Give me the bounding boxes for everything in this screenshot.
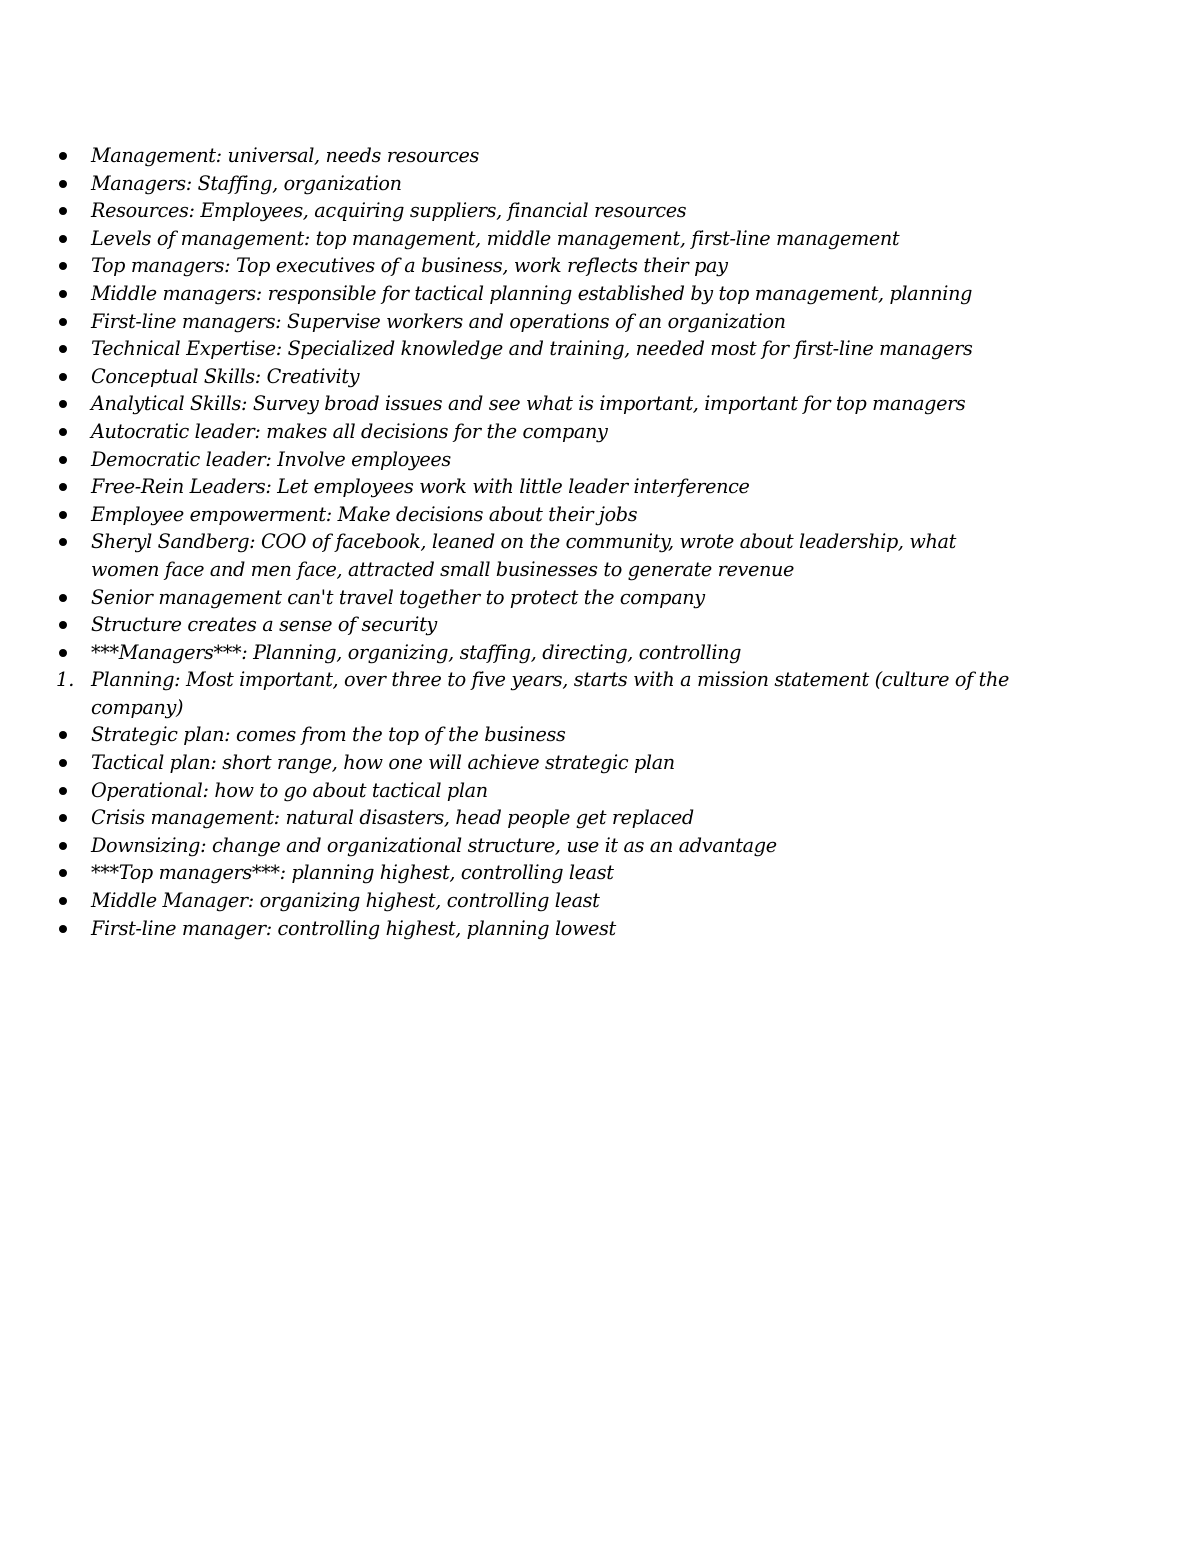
list-item xyxy=(56,721,1016,749)
list-item-text: Levels of management: top management, middle management, first-line management xyxy=(91,226,900,250)
list-item xyxy=(56,501,1016,529)
bullet-icon xyxy=(56,915,86,943)
bullet-icon xyxy=(56,335,86,363)
bullet-icon xyxy=(56,308,86,336)
list-item xyxy=(56,390,1016,418)
list-item-text: Planning: Most important, over three to five years, starts with a mission statement (culture of the company) xyxy=(91,668,1009,719)
bullet-icon xyxy=(56,418,86,446)
bullet-icon xyxy=(56,142,86,170)
list-item xyxy=(56,280,1016,308)
list-item xyxy=(56,473,1016,501)
list-item xyxy=(56,611,1016,639)
list-item-text: Structure creates a sense of security xyxy=(91,613,437,637)
bullet-icon xyxy=(56,804,86,832)
bullet-icon xyxy=(56,170,86,198)
list-item-text: Technical Expertise: Specialized knowledge and training, needed most for first-line managers xyxy=(91,337,973,361)
list-item-text: Crisis management: natural disasters, head people get replaced xyxy=(91,806,694,830)
list-item xyxy=(56,666,1016,721)
list-item xyxy=(56,363,1016,391)
list-item-text: Resources: Employees, acquiring suppliers, financial resources xyxy=(91,199,687,223)
list-item xyxy=(56,832,1016,860)
list-item xyxy=(56,308,1016,336)
list-item xyxy=(56,915,1016,943)
list-item xyxy=(56,749,1016,777)
bullet-icon xyxy=(56,363,86,391)
list-item xyxy=(56,777,1016,805)
notes-list xyxy=(56,142,1016,942)
list-item-text: Managers: Staffing, organization xyxy=(91,171,402,195)
bullet-icon xyxy=(56,528,86,556)
list-item-text: Tactical plan: short range, how one will achieve strategic plan xyxy=(91,751,675,775)
list-item xyxy=(56,446,1016,474)
bullet-icon xyxy=(56,859,86,887)
list-item xyxy=(56,887,1016,915)
list-number: 1. xyxy=(56,668,75,692)
bullet-icon xyxy=(56,749,86,777)
list-item xyxy=(56,859,1016,887)
bullet-icon xyxy=(56,446,86,474)
bullet-icon xyxy=(56,197,86,225)
bullet-icon xyxy=(56,225,86,253)
list-item-text: Management: universal, needs resources xyxy=(91,144,479,167)
list-item xyxy=(56,197,1016,225)
list-item xyxy=(56,418,1016,446)
list-item-text: Top managers: Top executives of a business, work reflects their pay xyxy=(91,254,728,278)
list-item-text: Sheryl Sandberg: COO of facebook, leaned on the community, wrote about leadership, what women face and men face, attracted small businesses to generate revenue xyxy=(91,530,956,581)
list-item-text: Free-Rein Leaders: Let employees work with little leader interference xyxy=(91,475,750,499)
bullet-icon xyxy=(56,777,86,805)
list-item-text: Operational: how to go about tactical plan xyxy=(91,778,488,802)
list-item-text: First-line managers: Supervise workers and operations of an organization xyxy=(91,309,786,333)
list-item xyxy=(56,584,1016,612)
list-item-text: Employee empowerment: Make decisions about their jobs xyxy=(91,502,638,526)
list-item xyxy=(56,528,1016,583)
list-item-text: Middle managers: responsible for tactical planning established by top management, planning xyxy=(91,281,973,305)
list-item xyxy=(56,639,1016,667)
list-item-text: ***Top managers***: planning highest, controlling least xyxy=(91,861,614,885)
bullet-icon xyxy=(56,390,86,418)
list-item-text: Democratic leader: Involve employees xyxy=(91,447,451,471)
list-item xyxy=(56,170,1016,198)
list-item xyxy=(56,225,1016,253)
list-item-text: Senior management can't travel together to protect the company xyxy=(91,585,705,609)
list-item-text: Conceptual Skills: Creativity xyxy=(91,364,360,388)
list-item xyxy=(56,335,1016,363)
list-item-text: Autocratic leader: makes all decisions for the company xyxy=(91,419,608,443)
bullet-icon xyxy=(56,252,86,280)
bullet-icon xyxy=(56,611,86,639)
list-item xyxy=(56,252,1016,280)
bullet-icon xyxy=(56,280,86,308)
bullet-icon xyxy=(56,584,86,612)
list-item xyxy=(56,804,1016,832)
list-item-text: Downsizing: change and organizational structure, use it as an advantage xyxy=(91,833,777,857)
bullet-icon xyxy=(56,832,86,860)
bullet-icon xyxy=(56,887,86,915)
bullet-icon xyxy=(56,721,86,749)
list-item-text: ***Managers***: Planning, organizing, staffing, directing, controlling xyxy=(91,640,742,664)
bullet-icon xyxy=(56,473,86,501)
list-item-text: Middle Manager: organizing highest, controlling least xyxy=(91,889,600,913)
bullet-icon xyxy=(56,501,86,529)
list-item-text: Strategic plan: comes from the top of the business xyxy=(91,723,566,747)
list-item-text: First-line manager: controlling highest, planning lowest xyxy=(91,916,616,940)
list-item-text: Analytical Skills: Survey broad issues and see what is important, important for top managers xyxy=(91,392,966,416)
list-item xyxy=(56,142,1016,170)
bullet-icon xyxy=(56,639,86,667)
